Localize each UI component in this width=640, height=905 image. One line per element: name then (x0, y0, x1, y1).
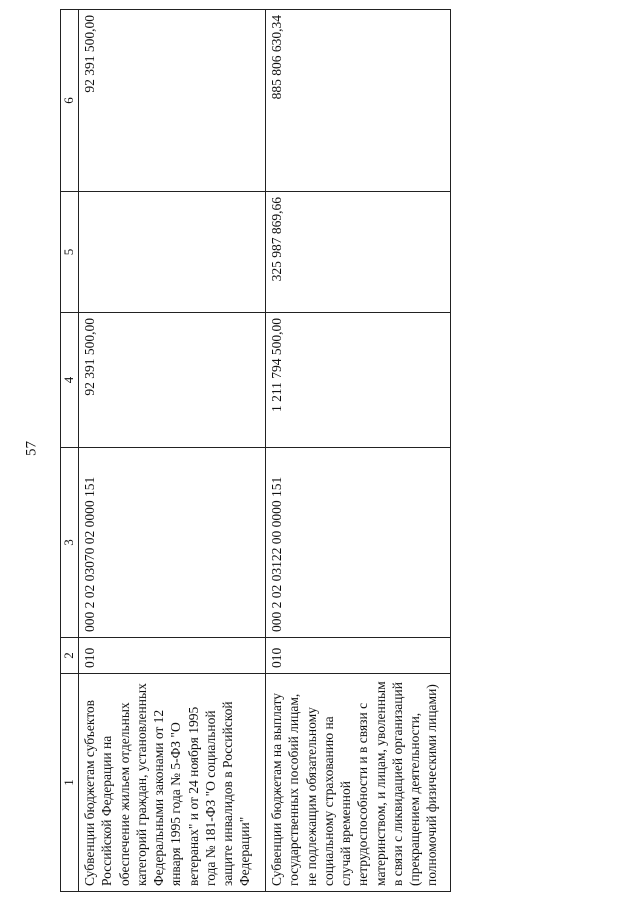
header-cell-6: 6 (61, 10, 79, 192)
row-kbk-cell: 000 2 02 03122 00 0000 151 (266, 448, 451, 638)
row-col6-cell: 92 391 500,00 (79, 10, 266, 192)
row-col5-cell: 325 987 869,66 (266, 192, 451, 313)
table-row (266, 10, 451, 892)
row-col4-cell: 1 211 794 500,00 (266, 313, 451, 448)
header-cell-4: 4 (61, 313, 79, 448)
row-name-cell: Субвенции бюджетам на выплату государственных пособий лицам, не подлежащим обязательному социальному страхованию на случай временной нетрудоспособности и в связи с материнством, и лицам, уволенным в связи с ликвидацией организаций (прекращением деятельности, полномочий физическими лицами) (266, 674, 451, 892)
header-cell-5: 5 (61, 192, 79, 313)
row-code-cell: 010 (266, 638, 451, 674)
page-number: 57 (23, 441, 40, 456)
row-name-cell: Субвенции бюджетам субъектов Российской Федерации на обеспечение жильем отдельных категорий граждан, установленных Федеральными законами от 12 января 1995 года № 5-ФЗ "О ветеранах" и от 24 ноября 1995 года № 181-ФЗ "О социальной защите инвалидов в Российской Федерации" (79, 674, 266, 892)
row-kbk-cell: 000 2 02 03070 02 0000 151 (79, 448, 266, 638)
row-col6-cell: 885 806 630,34 (266, 10, 451, 192)
row-code-cell: 010 (79, 638, 266, 674)
header-cell-3: 3 (61, 448, 79, 638)
rotated-table-container (60, 10, 623, 892)
row-col4-cell: 92 391 500,00 (79, 313, 266, 448)
header-cell-1: 1 (61, 674, 79, 892)
table-header-row (61, 10, 79, 892)
row-col5-cell (79, 192, 266, 313)
budget-table (60, 9, 451, 892)
header-cell-2: 2 (61, 638, 79, 674)
table-row (79, 10, 266, 892)
